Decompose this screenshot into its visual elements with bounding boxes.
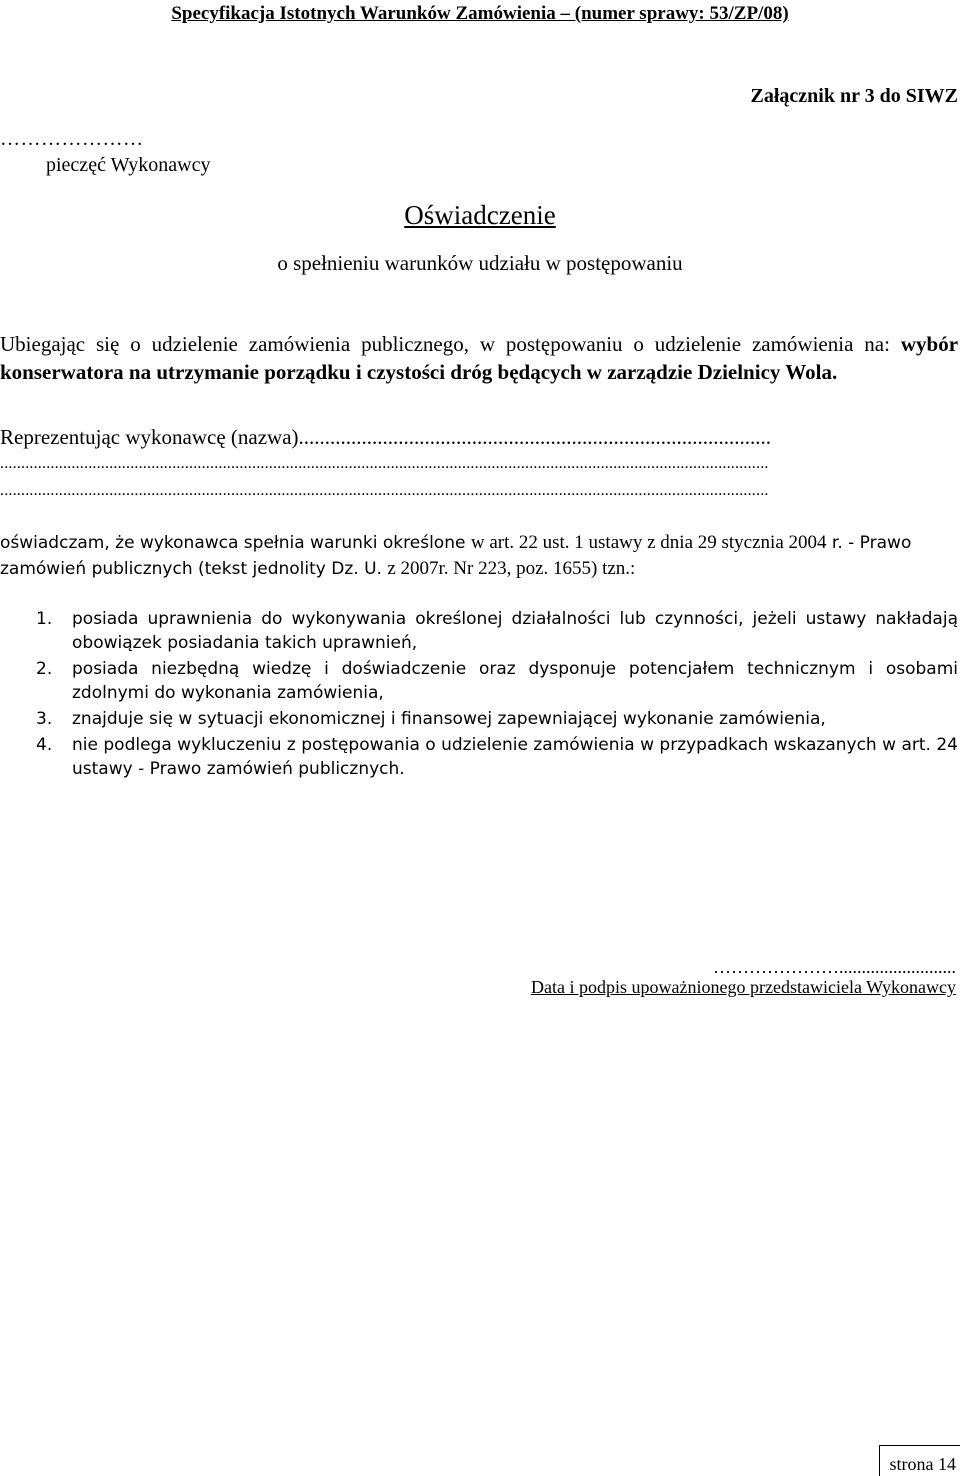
annex-label: Załącznik nr 3 do SIWZ (750, 85, 958, 107)
stamp-label: pieczęć Wykonawcy (46, 154, 211, 176)
list-item-text: posiada niezbędną wiedzę i doświadczenie oraz dysponuje potencjałem technicznym i osobami zdolnymi do wykonania zamówienia, (72, 659, 958, 703)
statement-part-2: w art. 22 ust. 1 ustawy z dnia 29 stycznia 2004 (470, 532, 827, 553)
list-item-number: 4. (36, 735, 53, 755)
list-item (0, 707, 958, 731)
signature-label: Data i podpis upoważnionego przedstawiciela Wykonawcy (531, 977, 956, 997)
statement-paragraph (0, 530, 958, 582)
statement-part-1: oświadczam, że wykonawca spełnia warunki określone (0, 533, 471, 553)
statement-part-3: r. - Prawo zamówień publicznych (tekst jednolity Dz. U. (0, 533, 912, 579)
list-item-text: nie podlega wykluczeniu z postępowania o udzielenie zamówienia w przypadkach wskazanych w art. 24 ustawy - Prawo zamówień publicznych. (72, 735, 958, 779)
list-item (0, 657, 958, 705)
document-title: Oświadczenie (404, 200, 556, 230)
signature-dots: ………………….......................... (713, 957, 956, 977)
list-item-number: 2. (36, 659, 53, 679)
intro-paragraph (0, 330, 958, 386)
statement-part-4: z 2007r. Nr 223, poz. 1655) tzn.: (387, 558, 636, 579)
document-header: Specyfikacja Istotnych Warunków Zamówienia – (numer sprawy: 53/ZP/08) (171, 3, 789, 24)
page-number: strona 14 (889, 1454, 956, 1474)
contractor-name-line-2: ....................................................................................................................................................................................... (0, 482, 769, 499)
list-item-text: posiada uprawnienia do wykonywania określonej działalności lub czynności, jeżeli ustawy nakładają obowiązek posiadania takich uprawnień, (72, 609, 958, 653)
list-item (0, 607, 958, 655)
document-subtitle: o spełnieniu warunków udziału w postępowaniu (277, 251, 683, 275)
contractor-name-line-1: ....................................................................................................................................................................................... (0, 455, 769, 472)
list-item (0, 733, 958, 781)
stamp-dots: ………………… (0, 128, 144, 150)
intro-text: Ubiegając się o udzielenie zamówienia publicznego, w postępowaniu o udzielenie zamówienia na: (0, 332, 890, 356)
list-item-number: 3. (36, 709, 53, 729)
representing-line: Reprezentując wykonawcę (nazwa).......................................................................................... (0, 425, 772, 449)
list-item-text: znajduje się w sytuacji ekonomicznej i finansowej zapewniającej wykonanie zamówienia, (72, 709, 826, 729)
contract-subject: wybór konserwatora na utrzymanie porządku i czystości dróg będących w zarządzie Dzielnicy Wola. (0, 332, 959, 384)
conditions-list (0, 607, 958, 783)
list-item-number: 1. (36, 609, 53, 629)
